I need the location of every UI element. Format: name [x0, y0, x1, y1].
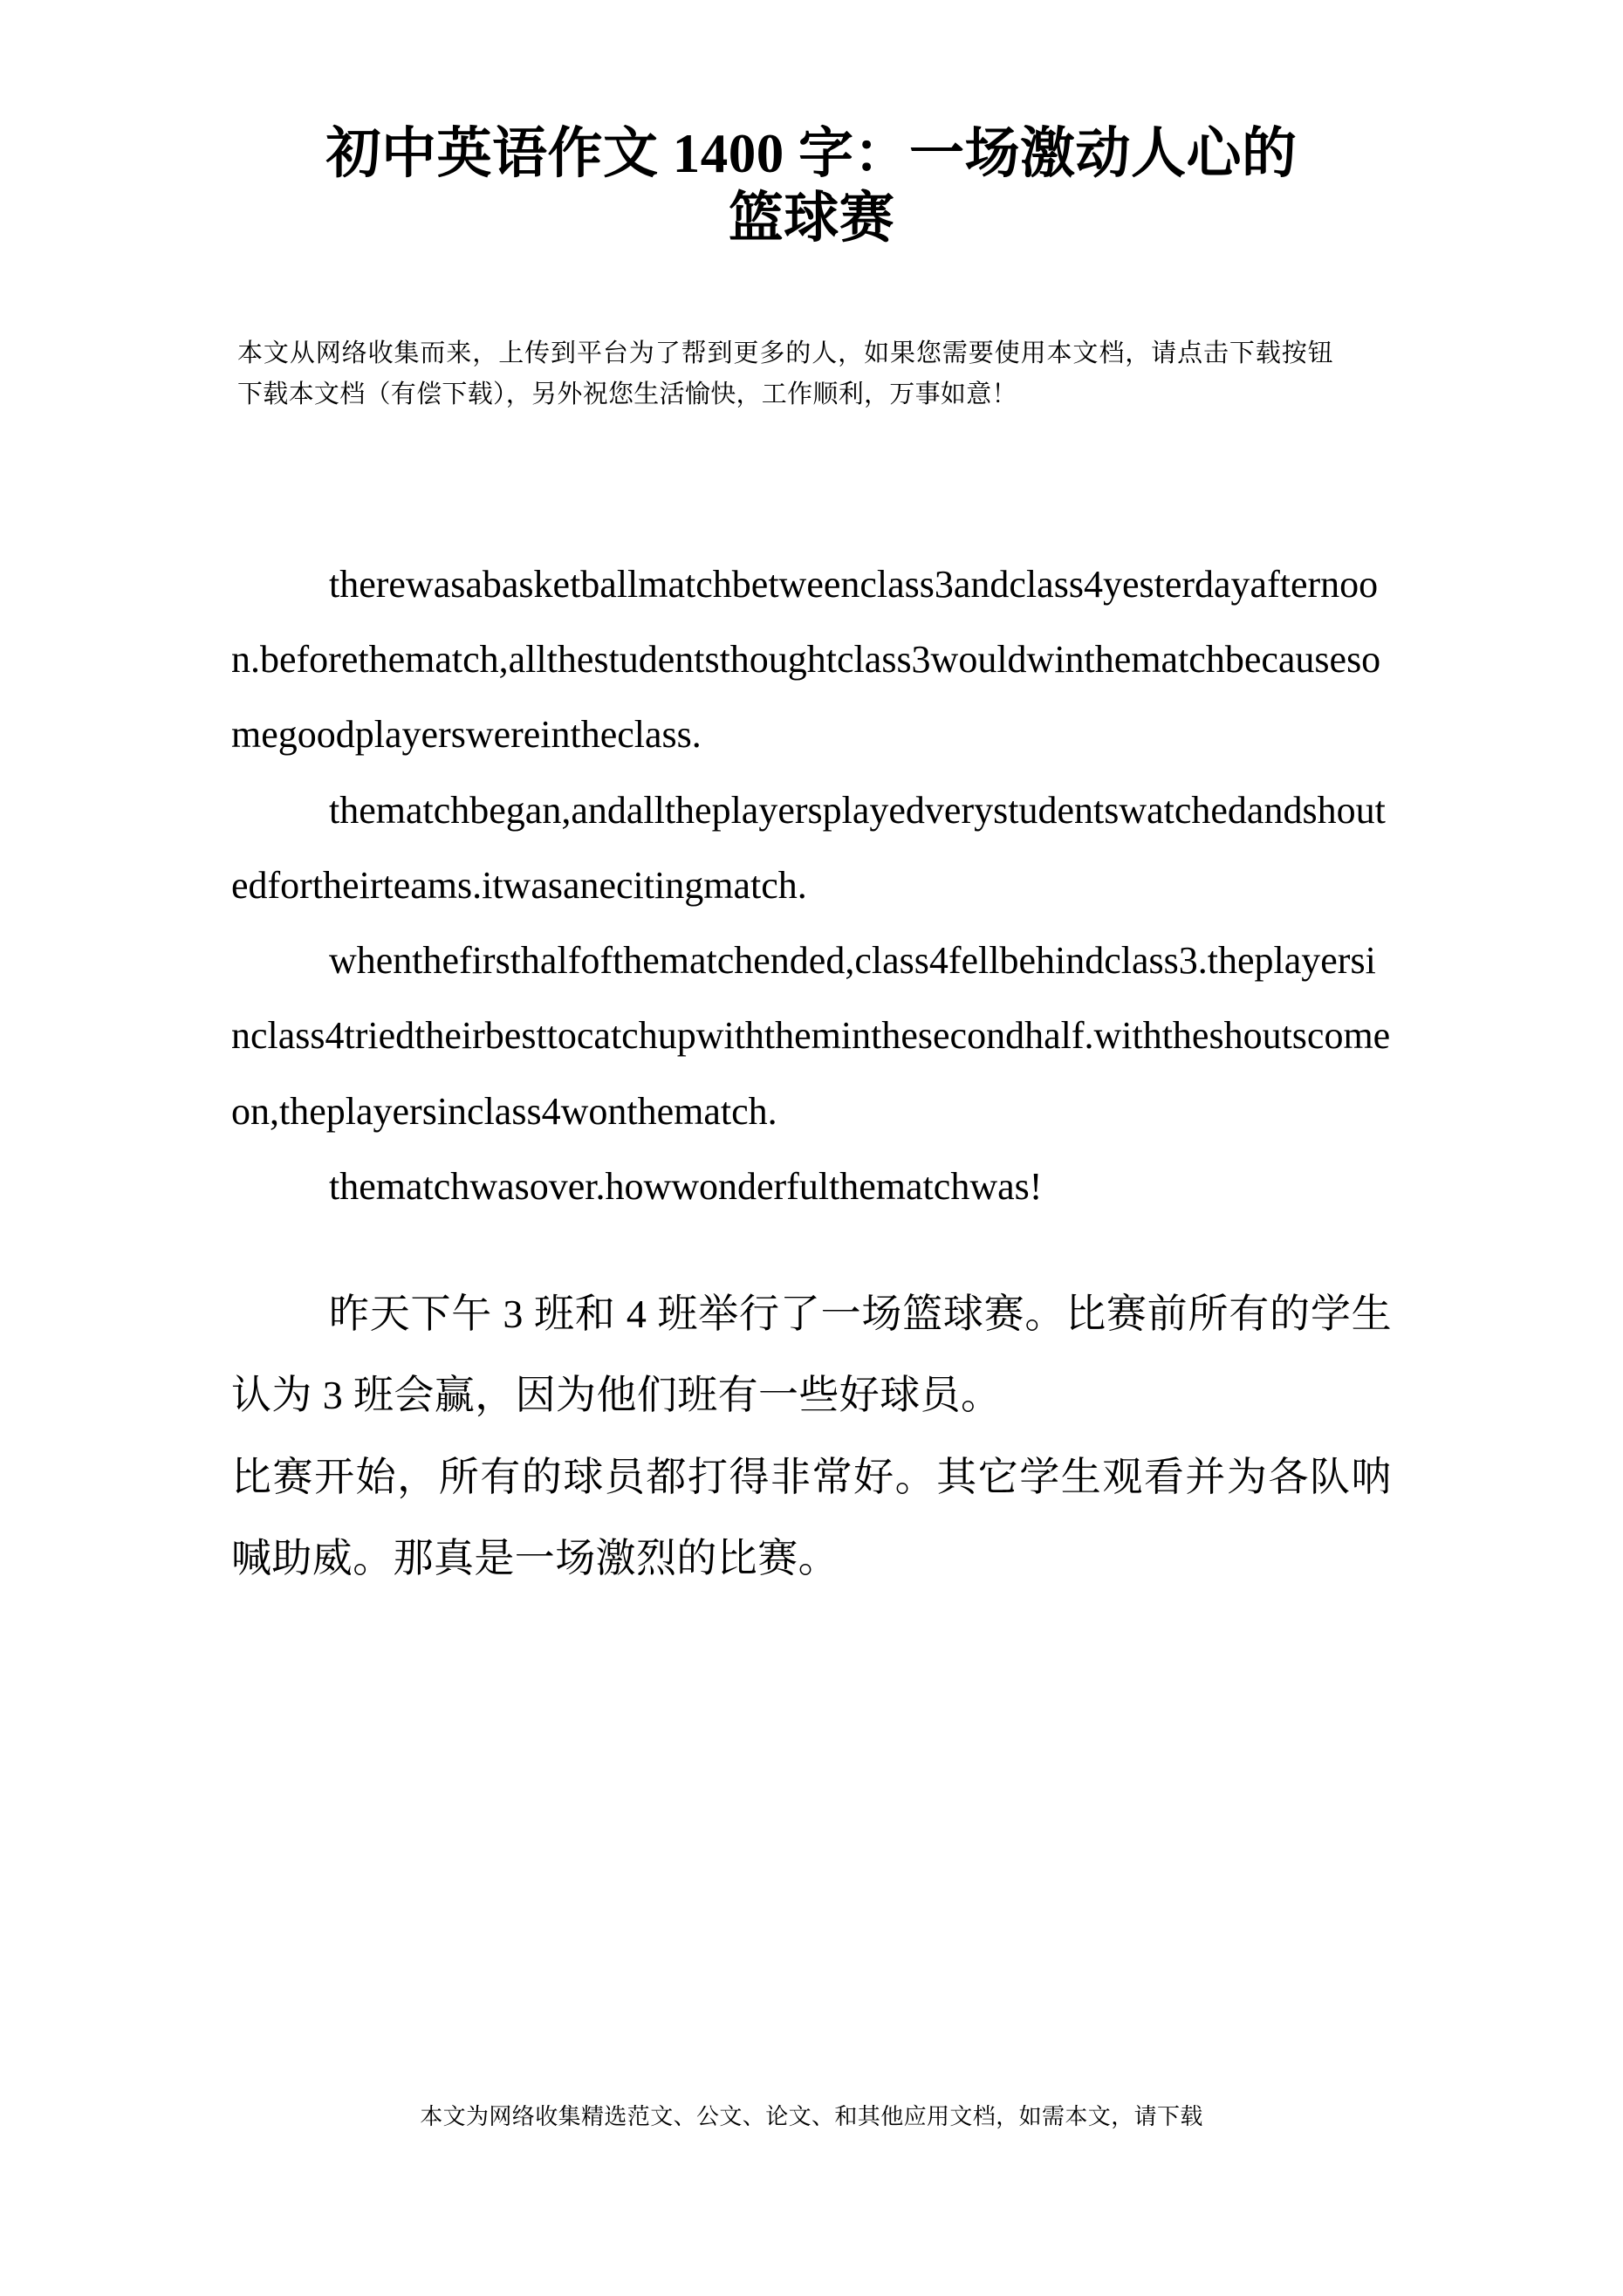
page-title [236, 122, 1387, 250]
document-body [231, 547, 1392, 1600]
footer-note: 本文为网络收集精选范文、公文、论文、和其他应用文档，如需本文，请下载 [420, 2104, 1203, 2129]
english-paragraph-4: thematchwasover.howwonderfulthematchwas! [329, 1164, 1043, 1208]
english-paragraph-3: whenthefirsthalfofthematchended,class4fellbehindclass3.theplayersinclass4triedtheirbesttocatchupwiththeminthesecondhalf.withtheshoutscomeon,theplayersinclass4wonthematch. [231, 939, 1391, 1133]
page-title-line-1: 初中英语作文 1400 字：一场激动人心的 [325, 123, 1298, 184]
chinese-paragraph-2: 比赛开始，所有的球员都打得非常好。其它学生观看并为各队呐喊助威。那真是一场激烈的比赛。 [231, 1454, 1392, 1581]
page-title-line-2: 篮球赛 [728, 187, 895, 249]
disclaimer-paragraph: 本文从网络收集而来，上传到平台为了帮到更多的人，如果您需要使用本文档，请点击下载按钮下载本文档（有偿下载），另外祝您生活愉快，工作顺利，万事如意！ [237, 339, 1333, 408]
english-paragraph-1: therewasabasketballmatchbetweenclass3andclass4yesterdayafternoon.beforethematch,allthestudentsthoughtclass3wouldwinthematchbecausesomegoodplayerswereintheclass. [231, 563, 1381, 757]
chinese-paragraph-1: 昨天下午 3 班和 4 班举行了一场篮球赛。比赛前所有的学生认为 3 班会赢，因为他们班有一些好球员。 [231, 1292, 1392, 1418]
paragraph-spacer [231, 1224, 1392, 1273]
english-paragraph-2: thematchbegan,andalltheplayersplayedverystudentswatchedandshoutedfortheirteams.itwasanecitingmatch. [231, 788, 1386, 907]
